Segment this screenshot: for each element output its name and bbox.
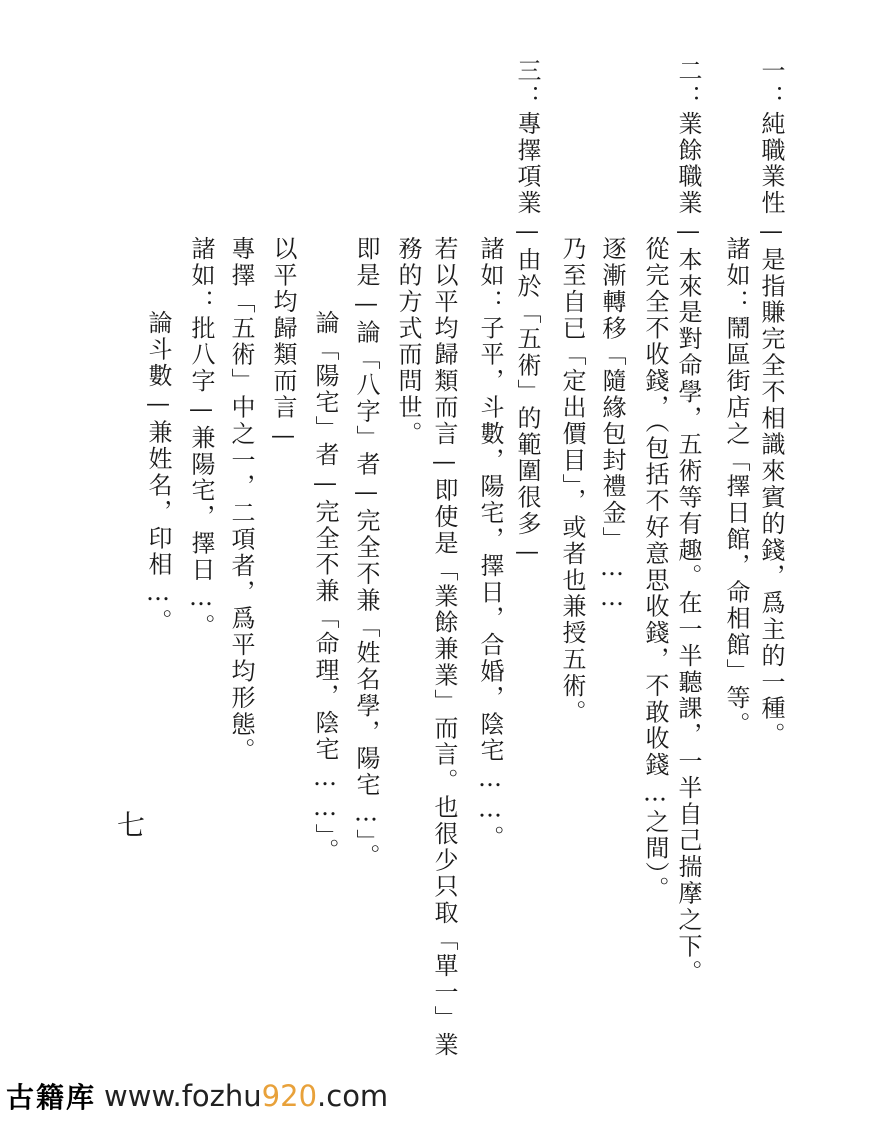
text-column-5: 逐漸轉移「隨緣包封禮金」…… bbox=[598, 236, 626, 614]
text-column-11: 即是—論「八字」者—完全不兼「姓名學，陽宅…」。 bbox=[352, 236, 380, 870]
watermark bbox=[6, 1076, 388, 1116]
text-column-4: 從完全不收錢，（包括不好意思收錢，不敢收錢…之間）。 bbox=[641, 236, 669, 903]
text-column-7: 三：專擇項業—由於「五術」的範圍很多— bbox=[513, 58, 541, 568]
text-column-6: 乃至自已「定出價目」，或者也兼授五術。 bbox=[558, 236, 586, 726]
text-column-13: 以平均歸類而言— bbox=[269, 236, 297, 452]
text-column-10: 務的方式而問世。 bbox=[394, 236, 422, 448]
page-number: 七 bbox=[113, 810, 146, 838]
text-column-8: 諸如：子平，斗數，陽宅，擇日，合婚，陰宅……。 bbox=[476, 236, 504, 852]
text-column-12: 論「陽宅」者—完全不兼「命理，陰宅……」。 bbox=[311, 310, 339, 865]
watermark-url-suffix: .com bbox=[317, 1079, 389, 1113]
text-column-9: 若以平均歸類而言—即使是「業餘兼業」而言。也很少只取「單一」業 bbox=[430, 236, 458, 1059]
text-column-2: 諸如：鬧區街店之「擇日館，命相館」等。 bbox=[722, 236, 750, 738]
text-column-1: 一：純職業性—是指賺完全不相識來賓的錢，爲主的一種。 bbox=[757, 58, 785, 749]
watermark-url-accent: 920 bbox=[261, 1079, 318, 1113]
text-column-16: 論斗數—兼姓名，印相…。 bbox=[144, 310, 172, 635]
text-column-14: 專擇「五術」中之一，二項者，爲平均形態。 bbox=[227, 236, 255, 764]
watermark-url-prefix: www.fozhu bbox=[104, 1079, 262, 1113]
watermark-logo: 古籍库 bbox=[6, 1081, 97, 1114]
text-column-3: 二：業餘職業—本來是對命學，五術等有趣。在一半聽課，一半自己揣摩之下。 bbox=[674, 58, 702, 986]
text-column-15: 諸如：批八字—兼陽宅，擇日…。 bbox=[187, 236, 215, 640]
watermark-url bbox=[104, 1079, 388, 1113]
